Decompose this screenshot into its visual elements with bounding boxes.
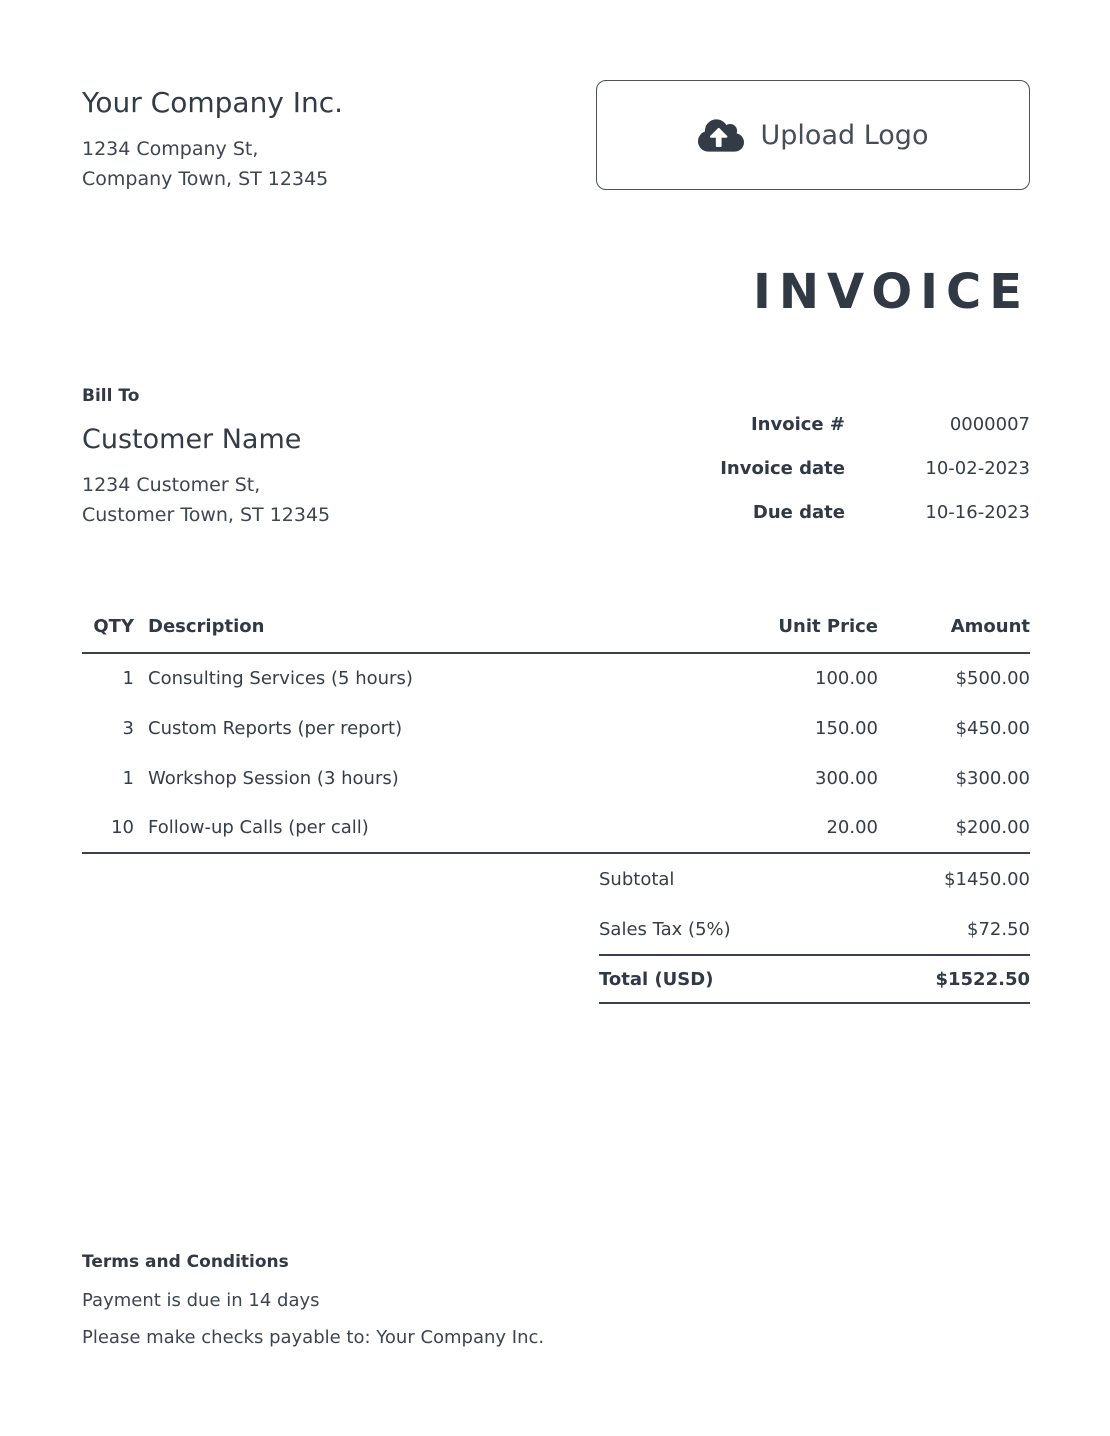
invoice-meta (720, 414, 1030, 523)
customer-name: Customer Name (82, 423, 302, 455)
cloud-upload-icon (698, 117, 744, 154)
totals-section (599, 854, 1030, 1004)
description-column-header: Description (134, 616, 728, 653)
unit-price-column-header: Unit Price (728, 616, 878, 653)
customer-address-line2: Customer Town, ST 12345 (82, 504, 331, 527)
customer-address (82, 470, 330, 530)
company-name: Your Company Inc. (82, 86, 344, 119)
row-description: Consulting Services (5 hours) (148, 668, 413, 690)
row-description: Custom Reports (per report) (148, 717, 403, 739)
qty-column-header: QTY (82, 616, 134, 653)
row-qty: 3 (122, 717, 134, 739)
terms-heading: Terms and Conditions (82, 1252, 289, 1272)
row-amount: $500.00 (955, 668, 1030, 690)
row-description: Follow-up Calls (per call) (134, 803, 728, 853)
row-qty: 10 (82, 803, 134, 853)
terms-section (82, 1252, 544, 1364)
line-items-section (82, 616, 1030, 854)
bill-to-heading: Bill To (82, 385, 140, 406)
invoice-number-value: 0000007 (949, 413, 1030, 435)
sales-tax-row (599, 904, 1030, 954)
sales-tax-value: $72.50 (967, 918, 1030, 940)
terms-line1: Payment is due in 14 days (82, 1290, 320, 1311)
table-row (82, 803, 1030, 853)
due-date-label: Due date (752, 501, 845, 523)
row-unit-price: 20.00 (728, 803, 878, 853)
header (0, 0, 1110, 194)
total-value: $1522.50 (935, 968, 1030, 990)
subtotal-value: $1450.00 (944, 868, 1030, 890)
invoice-date-label: Invoice date (720, 457, 845, 479)
invoice-date-value: 10-02-2023 (925, 457, 1030, 479)
bill-to-block (82, 386, 330, 531)
subtotal-label: Subtotal (599, 868, 675, 890)
row-qty: 1 (122, 767, 134, 789)
row-unit-price: 150.00 (815, 717, 878, 739)
total-row (599, 954, 1030, 1004)
line-items-table (82, 616, 1030, 854)
company-address-line2: Company Town, ST 12345 (82, 167, 329, 190)
table-row (82, 753, 1030, 803)
table-row (82, 653, 1030, 703)
row-amount: $200.00 (878, 803, 1030, 853)
due-date-value: 10-16-2023 (925, 501, 1030, 523)
table-row (82, 703, 1030, 753)
row-amount: $450.00 (955, 717, 1030, 739)
row-description: Workshop Session (3 hours) (148, 767, 399, 789)
total-label: Total (USD) (599, 968, 714, 990)
company-address-line1: 1234 Company St, (82, 137, 259, 160)
terms-line2: Please make checks payable to: Your Company Inc. (82, 1327, 545, 1348)
row-amount: $300.00 (955, 767, 1030, 789)
info-section (0, 316, 1110, 531)
row-unit-price: 300.00 (815, 767, 878, 789)
subtotal-row (599, 854, 1030, 904)
row-unit-price: 100.00 (815, 668, 878, 690)
upload-logo-label: Upload Logo (760, 119, 929, 151)
row-qty: 1 (122, 668, 134, 690)
sales-tax-label: Sales Tax (5%) (599, 918, 731, 940)
amount-column-header: Amount (878, 616, 1030, 653)
upload-logo-button[interactable] (596, 80, 1030, 190)
invoice-number-label: Invoice # (750, 413, 845, 435)
page-title: INVOICE (752, 263, 1030, 320)
table-header-row (82, 616, 1030, 653)
customer-address-line1: 1234 Customer St, (82, 474, 261, 497)
